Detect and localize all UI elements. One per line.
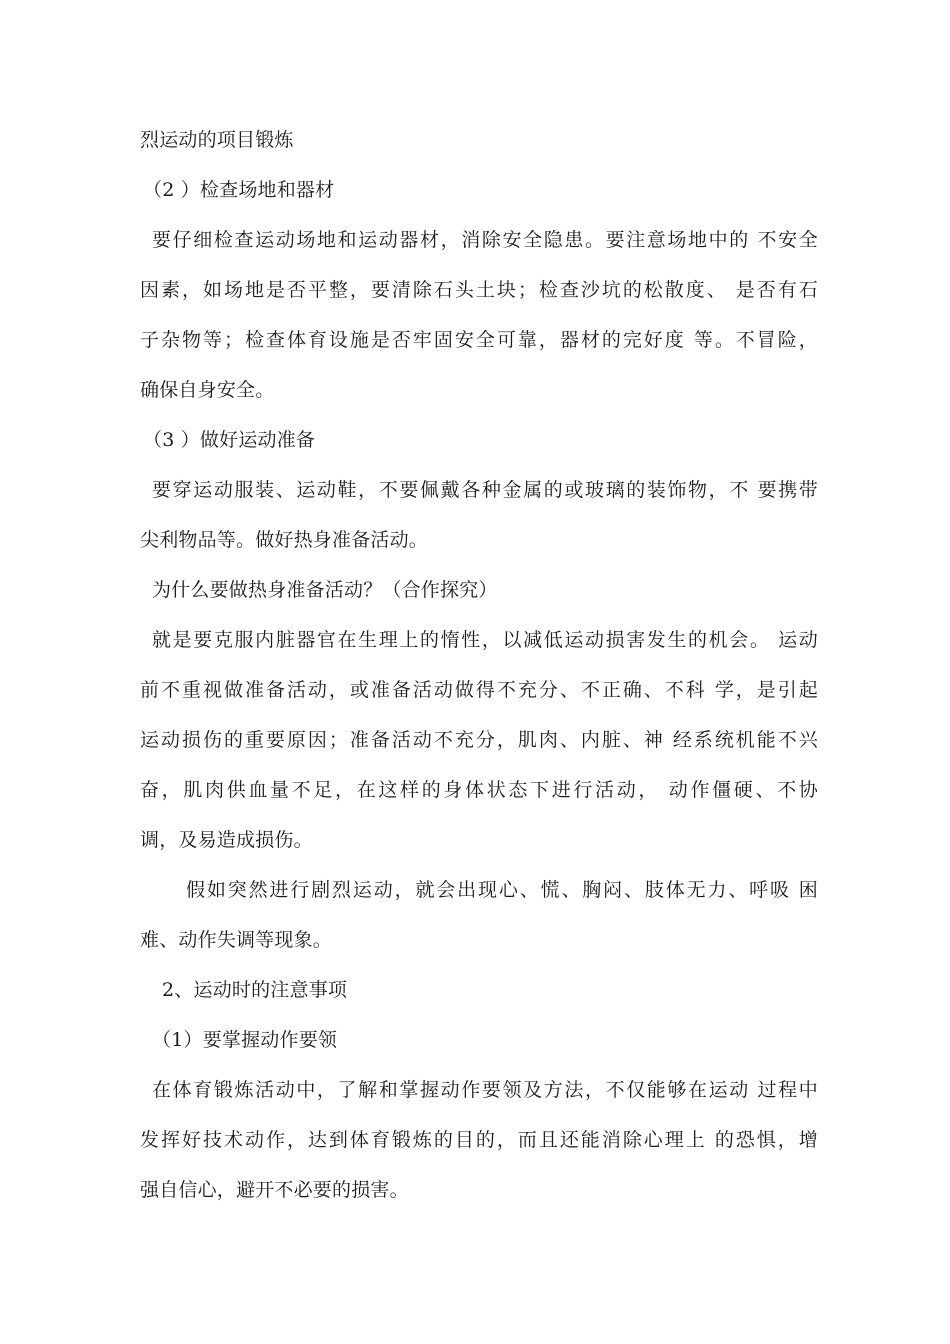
text-line: 因素，如场地是否平整，要清除石头土块；检查沙坑的松散度、 是否有石 xyxy=(140,279,818,301)
section-heading: 2、运动时的注意事项 xyxy=(162,979,348,1001)
text-line: 尖利物品等。做好热身准备活动。 xyxy=(140,529,429,551)
section-heading: （3 ）做好运动准备 xyxy=(143,429,316,451)
text-line: 假如突然进行剧烈运动，就会出现心、慌、胸闷、肢体无力、呼吸 困 xyxy=(186,879,818,901)
text-line: 奋，肌肉供血量不足，在这样的身体状态下进行活动， 动作僵硬、不协 xyxy=(140,779,818,801)
text-line: 前不重视做准备活动，或准备活动做得不充分、不正确、不科 学，是引起 xyxy=(140,679,818,701)
text-line: 要仔细检查运动场地和运动器材，消除安全隐患。要注意场地中的 不安全 xyxy=(152,229,818,251)
text-line: 调，及易造成损伤。 xyxy=(140,829,313,851)
text-line: 强自信心，避开不必要的损害。 xyxy=(140,1179,409,1201)
text-line: 就是要克服内脏器官在生理上的惰性，以减低运动损害发生的机会。 运动 xyxy=(152,629,818,651)
text-line: 运动损伤的重要原因；准备活动不充分，肌肉、内脏、神 经系统机能不兴 xyxy=(140,729,818,751)
text-line: 烈运动的项目锻炼 xyxy=(140,129,294,151)
text-line: 在体育锻炼活动中，了解和掌握动作要领及方法，不仅能够在运动 过程中 xyxy=(152,1079,818,1101)
text-line: 要穿运动服装、运动鞋，不要佩戴各种金属的或玻璃的装饰物，不 要携带 xyxy=(152,479,818,501)
text-line: 子杂物等；检查体育设施是否牢固安全可靠，器材的完好度 等。不冒险， xyxy=(140,329,818,351)
section-heading: （1）要掌握动作要领 xyxy=(152,1029,338,1051)
question-line: 为什么要做热身准备活动？（合作探究） xyxy=(152,579,498,601)
section-heading: （2 ）检查场地和器材 xyxy=(143,179,335,201)
text-line: 难、动作失调等现象。 xyxy=(140,929,333,951)
text-line: 确保自身安全。 xyxy=(140,379,275,401)
text-line: 发挥好技术动作，达到体育锻炼的目的，而且还能消除心理上 的恐惧，增 xyxy=(140,1129,818,1151)
